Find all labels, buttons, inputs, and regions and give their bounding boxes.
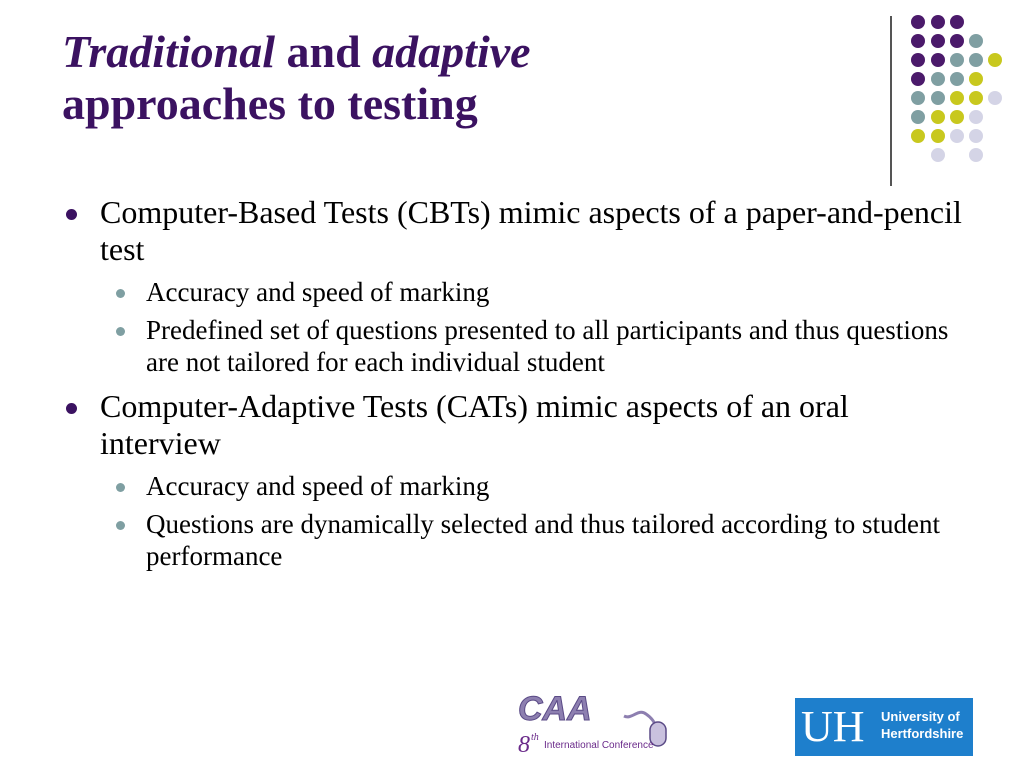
dot [988,91,1002,105]
sub-bullet [100,314,972,378]
dot [969,129,983,143]
mouse-cable-icon [624,712,656,726]
title-word-and: and [275,26,373,77]
dot [950,53,964,67]
dot [911,91,925,105]
dot [931,34,945,48]
title-line-2: approaches to testing [62,78,478,129]
bullet-cbt [62,194,972,378]
dot [969,91,983,105]
dot [911,15,925,29]
dot [911,53,925,67]
bullet-text: Computer-Adaptive Tests (CATs) mimic aspects of an oral interview [100,388,849,461]
sub-bullet-text: Questions are dynamically selected and thus tailored according to student performance [146,509,941,571]
bullet-cat [62,388,972,572]
dot [969,53,983,67]
slide-body [62,194,972,582]
dot [950,110,964,124]
sub-bullet-list [100,276,972,378]
dot [969,110,983,124]
caa-edition-label: International Conference [544,740,654,751]
dot [911,34,925,48]
dot [950,91,964,105]
dot [950,72,964,86]
sub-bullet-marker [116,327,125,336]
dot [931,91,945,105]
dot [911,129,925,143]
dot [988,53,1002,67]
dot [911,110,925,124]
sub-bullet-marker [116,289,125,298]
sub-bullet-text: Accuracy and speed of marking [146,471,490,501]
sub-bullet-marker [116,521,125,530]
uh-name [881,708,971,742]
caa-conference-logo [514,686,674,760]
dot [931,129,945,143]
caa-edition-number: 8 [518,732,530,758]
sub-bullet [100,470,972,502]
sub-bullet [100,508,972,572]
dot [911,72,925,86]
sub-bullet-list [100,470,972,572]
title-word-adaptive: adaptive [372,26,531,77]
slide-title [62,26,842,130]
dot [950,15,964,29]
dot [931,15,945,29]
sub-bullet-marker [116,483,125,492]
uh-mark: UH [801,702,865,751]
dot [969,34,983,48]
bullet-marker [66,209,77,220]
bullet-text: Computer-Based Tests (CBTs) mimic aspects of a paper-and-pencil test [100,194,962,267]
decorative-dot-grid [900,14,1020,164]
caa-logo-text: CAA [518,690,592,728]
dot [931,72,945,86]
dot [950,129,964,143]
caa-edition-suffix: th [531,732,539,743]
sub-bullet-text: Predefined set of questions presented to all participants and thus questions are not tailored for each individual student [146,315,949,377]
dot [931,148,945,162]
dot [950,34,964,48]
uh-name-line-2: Hertfordshire [881,726,964,741]
dot [931,53,945,67]
title-divider [890,16,892,186]
university-of-hertfordshire-logo [795,698,973,756]
dot [969,72,983,86]
uh-name-line-1: University of [881,709,960,724]
dot [969,148,983,162]
bullet-marker [66,403,77,414]
sub-bullet [100,276,972,308]
sub-bullet-text: Accuracy and speed of marking [146,277,490,307]
bullet-list [62,194,972,572]
title-word-traditional: Traditional [62,26,275,77]
dot [931,110,945,124]
